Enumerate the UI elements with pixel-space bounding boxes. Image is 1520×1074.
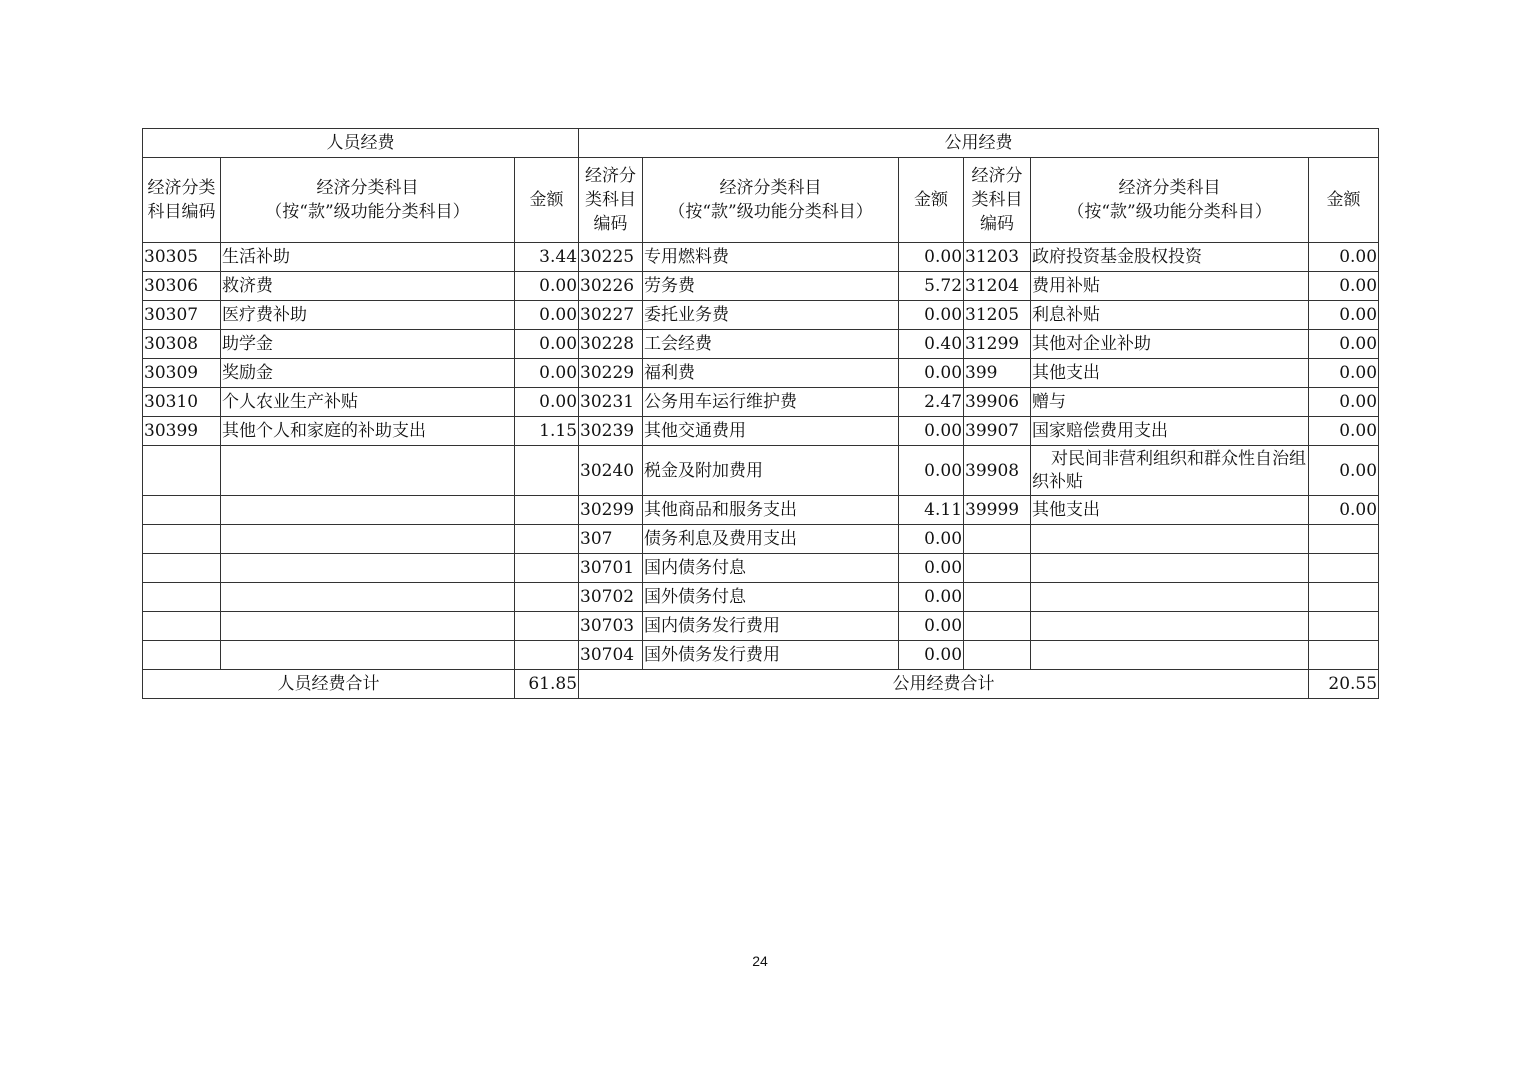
- personnel-total-label: 人员经费合计: [143, 670, 515, 699]
- public-name: 对民间非营利组织和群众性自治组织补贴: [1031, 446, 1309, 496]
- table-body: [143, 129, 1379, 699]
- personnel-name: 生活补助: [221, 243, 515, 272]
- personnel-code: [143, 641, 221, 670]
- public-amount: 0.00: [899, 301, 964, 330]
- public-name: [1031, 612, 1309, 641]
- table-row: [143, 583, 1379, 612]
- table-row: [143, 641, 1379, 670]
- public-code: [964, 641, 1031, 670]
- personnel-amount: [515, 446, 579, 496]
- public-code: 39908: [964, 446, 1031, 496]
- personnel-code: [143, 612, 221, 641]
- public-code: [964, 612, 1031, 641]
- public-amount: 0.00: [899, 417, 964, 446]
- personnel-amount: [515, 612, 579, 641]
- public-amount: 0.00: [899, 641, 964, 670]
- public-amount: 0.00: [899, 612, 964, 641]
- public-code: 30227: [579, 301, 643, 330]
- personnel-code: 30305: [143, 243, 221, 272]
- personnel-name: [221, 583, 515, 612]
- personnel-total-amount: 61.85: [515, 670, 579, 699]
- public-name: [1031, 525, 1309, 554]
- public-code: 30240: [579, 446, 643, 496]
- table-row: [143, 525, 1379, 554]
- public-code: 30228: [579, 330, 643, 359]
- personnel-code: [143, 446, 221, 496]
- public-amount: [1309, 641, 1379, 670]
- public-code: 39999: [964, 496, 1031, 525]
- personnel-amount: 3.44: [515, 243, 579, 272]
- table-row: [143, 446, 1379, 496]
- public-amount: 0.00: [899, 359, 964, 388]
- personnel-code: [143, 554, 221, 583]
- public-code: 30229: [579, 359, 643, 388]
- public-code: 39906: [964, 388, 1031, 417]
- header-name-line1: 经济分类科目: [1118, 178, 1221, 198]
- personnel-code: 30307: [143, 301, 221, 330]
- header-name-line2: （按“款”级功能分类科目）: [668, 202, 873, 222]
- public-name: [1031, 554, 1309, 583]
- personnel-code: [143, 583, 221, 612]
- public-name: 工会经费: [643, 330, 899, 359]
- header-code: 经济分类科目编码: [143, 158, 221, 243]
- personnel-amount: [515, 641, 579, 670]
- public-name: 其他商品和服务支出: [643, 496, 899, 525]
- public-code: 31205: [964, 301, 1031, 330]
- personnel-amount: 0.00: [515, 388, 579, 417]
- public-name: 国外债务发行费用: [643, 641, 899, 670]
- header-amount: 金额: [1309, 158, 1379, 243]
- section-header-row: [143, 129, 1379, 158]
- public-name: 赠与: [1031, 388, 1309, 417]
- public-amount: 0.00: [1309, 417, 1379, 446]
- personnel-name: 其他个人和家庭的补助支出: [221, 417, 515, 446]
- header-amount: 金额: [515, 158, 579, 243]
- personnel-code: [143, 525, 221, 554]
- header-name-line1: 经济分类科目: [719, 178, 822, 198]
- header-code: 经济分类科目编码: [579, 158, 643, 243]
- public-name: 委托业务费: [643, 301, 899, 330]
- personnel-code: 30309: [143, 359, 221, 388]
- public-code: [964, 525, 1031, 554]
- public-amount: 0.00: [1309, 359, 1379, 388]
- personnel-section-title: 人员经费: [143, 129, 579, 158]
- personnel-name: 救济费: [221, 272, 515, 301]
- public-code: 31204: [964, 272, 1031, 301]
- public-amount: 0.00: [899, 446, 964, 496]
- public-name: 其他交通费用: [643, 417, 899, 446]
- public-name: 国内债务发行费用: [643, 612, 899, 641]
- public-amount: 0.00: [1309, 272, 1379, 301]
- public-name: 利息补贴: [1031, 301, 1309, 330]
- public-amount: [1309, 525, 1379, 554]
- public-amount: 0.40: [899, 330, 964, 359]
- public-code: 31203: [964, 243, 1031, 272]
- public-amount: [1309, 554, 1379, 583]
- table-row: [143, 612, 1379, 641]
- public-amount: 0.00: [1309, 446, 1379, 496]
- public-code: 30702: [579, 583, 643, 612]
- public-amount: [1309, 583, 1379, 612]
- public-code: 30704: [579, 641, 643, 670]
- public-code: 31299: [964, 330, 1031, 359]
- personnel-amount: 0.00: [515, 359, 579, 388]
- public-code: [964, 554, 1031, 583]
- totals-row: [143, 670, 1379, 699]
- personnel-name: 奖励金: [221, 359, 515, 388]
- public-name: [1031, 641, 1309, 670]
- public-amount: 0.00: [1309, 388, 1379, 417]
- personnel-name: [221, 641, 515, 670]
- header-name: [221, 158, 515, 243]
- public-name: 劳务费: [643, 272, 899, 301]
- personnel-amount: 0.00: [515, 272, 579, 301]
- public-amount: 0.00: [1309, 330, 1379, 359]
- personnel-name: 医疗费补助: [221, 301, 515, 330]
- public-code: 399: [964, 359, 1031, 388]
- personnel-name: [221, 525, 515, 554]
- table-row: [143, 554, 1379, 583]
- personnel-amount: [515, 525, 579, 554]
- public-amount: 0.00: [899, 583, 964, 612]
- public-amount: 5.72: [899, 272, 964, 301]
- public-amount: 0.00: [899, 554, 964, 583]
- personnel-name: 助学金: [221, 330, 515, 359]
- public-code: 39907: [964, 417, 1031, 446]
- personnel-amount: [515, 554, 579, 583]
- public-code: 30225: [579, 243, 643, 272]
- public-code: 307: [579, 525, 643, 554]
- public-name: 政府投资基金股权投资: [1031, 243, 1309, 272]
- public-name: 国家赔偿费用支出: [1031, 417, 1309, 446]
- personnel-code: 30310: [143, 388, 221, 417]
- table-row: [143, 417, 1379, 446]
- table-row: [143, 272, 1379, 301]
- public-code: [964, 583, 1031, 612]
- table-row: [143, 496, 1379, 525]
- public-name: 专用燃料费: [643, 243, 899, 272]
- public-name: 国外债务付息: [643, 583, 899, 612]
- personnel-name: [221, 446, 515, 496]
- column-header-row: [143, 158, 1379, 243]
- public-amount: 0.00: [899, 525, 964, 554]
- public-section-title: 公用经费: [579, 129, 1379, 158]
- public-code: 30231: [579, 388, 643, 417]
- public-total-label: 公用经费合计: [579, 670, 1309, 699]
- public-total-amount: 20.55: [1309, 670, 1379, 699]
- public-name: 费用补贴: [1031, 272, 1309, 301]
- public-code: 30703: [579, 612, 643, 641]
- table-row: [143, 243, 1379, 272]
- public-name: 其他对企业补助: [1031, 330, 1309, 359]
- public-code: 30299: [579, 496, 643, 525]
- header-name-line1: 经济分类科目: [316, 178, 419, 198]
- public-name: [1031, 583, 1309, 612]
- personnel-amount: 0.00: [515, 330, 579, 359]
- public-name: 其他支出: [1031, 496, 1309, 525]
- personnel-amount: 1.15: [515, 417, 579, 446]
- public-code: 30239: [579, 417, 643, 446]
- public-amount: 0.00: [1309, 243, 1379, 272]
- personnel-name: [221, 612, 515, 641]
- personnel-code: 30399: [143, 417, 221, 446]
- personnel-code: 30306: [143, 272, 221, 301]
- table-row: [143, 388, 1379, 417]
- header-name-line2: （按“款”级功能分类科目）: [265, 202, 470, 222]
- header-code: 经济分类科目编码: [964, 158, 1031, 243]
- personnel-code: [143, 496, 221, 525]
- personnel-amount: 0.00: [515, 301, 579, 330]
- public-name: 税金及附加费用: [643, 446, 899, 496]
- table-row: [143, 330, 1379, 359]
- public-name: 福利费: [643, 359, 899, 388]
- public-amount: 2.47: [899, 388, 964, 417]
- public-amount: 0.00: [1309, 496, 1379, 525]
- public-code: 30226: [579, 272, 643, 301]
- public-code: 30701: [579, 554, 643, 583]
- expense-table: [142, 128, 1379, 699]
- public-amount: 0.00: [899, 243, 964, 272]
- personnel-name: [221, 554, 515, 583]
- header-amount: 金额: [899, 158, 964, 243]
- public-name: 债务利息及费用支出: [643, 525, 899, 554]
- public-name: 其他支出: [1031, 359, 1309, 388]
- header-name: [1031, 158, 1309, 243]
- personnel-name: 个人农业生产补贴: [221, 388, 515, 417]
- public-amount: [1309, 612, 1379, 641]
- public-amount: 0.00: [1309, 301, 1379, 330]
- table-row: [143, 301, 1379, 330]
- table-row: [143, 359, 1379, 388]
- public-name: 公务用车运行维护费: [643, 388, 899, 417]
- personnel-name: [221, 496, 515, 525]
- public-name: 国内债务付息: [643, 554, 899, 583]
- page-number: 24: [752, 953, 768, 969]
- header-name: [643, 158, 899, 243]
- personnel-amount: [515, 583, 579, 612]
- public-amount: 4.11: [899, 496, 964, 525]
- personnel-amount: [515, 496, 579, 525]
- personnel-code: 30308: [143, 330, 221, 359]
- header-name-line2: （按“款”级功能分类科目）: [1067, 202, 1272, 222]
